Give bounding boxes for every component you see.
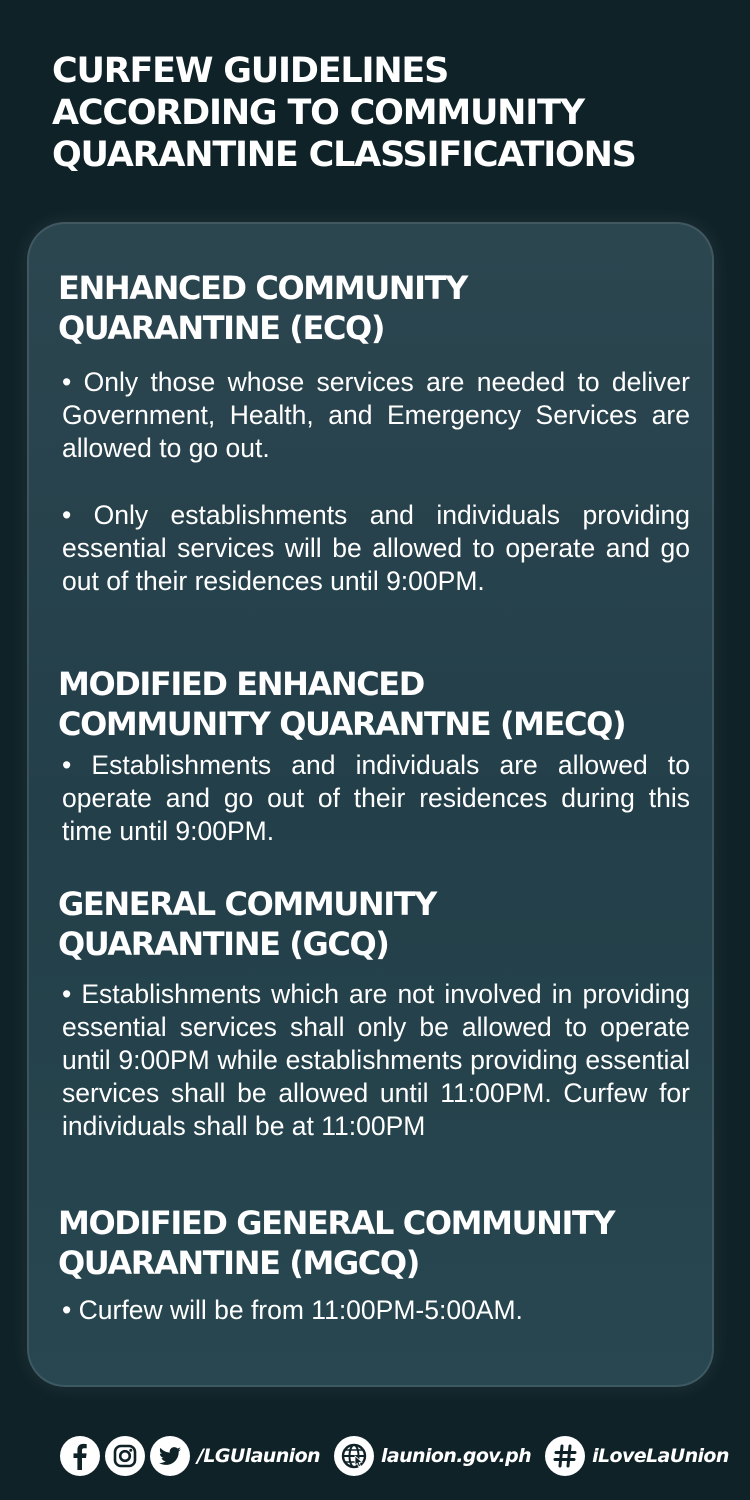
ecq-heading-line-1: ENHANCED COMMUNITY [58,269,467,307]
mgcq-heading-line-2: QUARANTINE (MGCQ) [58,1244,419,1282]
mecq-heading [58,664,718,744]
website-link[interactable]: launion.gov.ph [380,1445,532,1467]
ecq-heading-line-2: QUARANTINE (ECQ) [58,309,385,347]
facebook-icon[interactable] [60,1436,100,1476]
footer [60,1434,743,1478]
mgcq-heading [58,1203,718,1283]
social-handle[interactable]: /LGUlaunion [197,1445,320,1467]
hashtag-text[interactable]: iLoveLaUnion [592,1445,729,1467]
mecq-heading-line-2: COMMUNITY QUARANTNE (MECQ) [58,705,626,743]
twitter-icon[interactable] [150,1436,190,1476]
gcq-heading-line-1: GENERAL COMMUNITY [58,885,436,923]
ecq-bullet-2: • Only establishments and individuals providing essential services will be allowed to operate and go out of their residences until 9:00PM. [62,500,690,596]
page-title-line-3: QUARANTINE CLASSIFICATIONS [52,135,636,175]
page-title-line-2: ACCORDING TO COMMUNITY [52,93,584,133]
hashtag-icon[interactable] [545,1436,585,1476]
instagram-icon[interactable] [105,1436,145,1476]
globe-icon[interactable] [334,1436,374,1476]
page-title [52,50,732,176]
gcq-bullet-1: • Establishments which are not involved in providing essential services shall only be allowed to operate until 9:00PM while establishments providing essential services shall be allowed until 11:00PM. Curfew for individuals shall be at 11:00PM [62,979,690,1141]
ecq-heading [58,268,718,348]
gcq-heading [58,884,718,964]
mgcq-heading-line-1: MODIFIED GENERAL COMMUNITY [58,1204,615,1242]
ecq-bullet-1: • Only those whose services are needed to deliver Government, Health, and Emergency Services are allowed to go out. [62,367,690,463]
page-title-line-1: CURFEW GUIDELINES [52,51,449,91]
mecq-heading-line-1: MODIFIED ENHANCED [58,665,424,703]
mecq-bullet-1: • Establishments and individuals are allowed to operate and go out of their residences during this time until 9:00PM. [62,750,690,846]
gcq-heading-line-2: QUARANTINE (GCQ) [58,925,389,963]
mgcq-bullet-1: • Curfew will be from 11:00PM-5:00AM. [62,1295,523,1325]
